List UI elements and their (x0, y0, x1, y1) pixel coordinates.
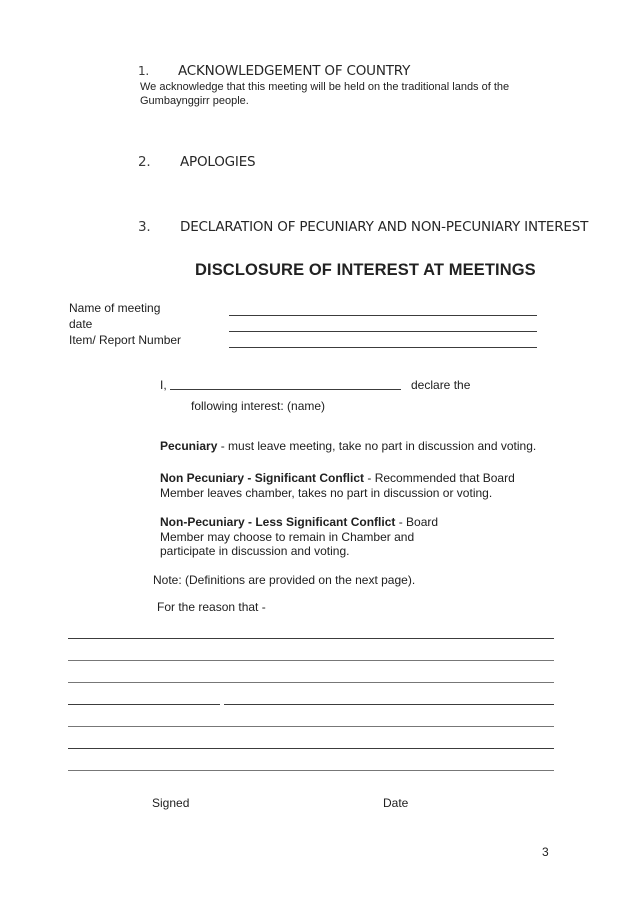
non-pecuniary-significant-line-2: Member leaves chamber, takes no part in discussion or voting. (160, 486, 493, 500)
item-report-line[interactable] (229, 347, 537, 348)
acknowledgement-line-1: We acknowledge that this meeting will be held on the traditional lands of the (140, 81, 510, 93)
non-pecuniary-less-option (160, 515, 438, 529)
pecuniary-label: Pecuniary (160, 439, 218, 453)
definitions-note: Note: (Definitions are provided on the next page). (153, 573, 416, 587)
non-pecuniary-less-text: - Board (395, 515, 439, 529)
declaration-suffix: declare the (411, 378, 471, 392)
section-2-number: 2. (138, 154, 151, 170)
item-report-label: Item/ Report Number (69, 333, 182, 347)
section-2-heading (138, 154, 255, 170)
section-3-title: DECLARATION OF PECUNIARY AND NON-PECUNIARY INTEREST (180, 219, 589, 235)
section-1-title: ACKNOWLEDGEMENT OF COUNTRY (178, 63, 411, 79)
non-pecuniary-less-label: Non-Pecuniary - Less Significant Conflict (160, 515, 396, 529)
reason-line-1[interactable] (68, 638, 554, 639)
form-title: DISCLOSURE OF INTEREST AT MEETINGS (195, 261, 536, 279)
non-pecuniary-significant-text: - Recommended that Board (364, 471, 515, 485)
section-3-heading (138, 219, 588, 235)
non-pecuniary-significant-option (160, 471, 515, 485)
section-3-number: 3. (138, 219, 151, 235)
signed-label: Signed (152, 796, 190, 810)
declaration-prefix: I, (160, 378, 167, 392)
meeting-name-line[interactable] (229, 315, 537, 316)
reason-line-2[interactable] (68, 660, 554, 661)
reason-line-5[interactable] (68, 726, 554, 727)
reason-line-4b[interactable] (224, 704, 554, 705)
reason-line-6[interactable] (68, 748, 554, 749)
section-1-number: 1. (138, 64, 150, 78)
non-pecuniary-less-line-3: participate in discussion and voting. (160, 544, 350, 558)
date-label: date (69, 317, 93, 331)
non-pecuniary-significant-label: Non Pecuniary - Significant Conflict (160, 471, 365, 485)
acknowledgement-line-2: Gumbaynggirr people. (140, 95, 249, 107)
date-line[interactable] (229, 331, 537, 332)
page-number: 3 (542, 845, 549, 859)
pecuniary-option (160, 439, 536, 453)
non-pecuniary-less-line-2: Member may choose to remain in Chamber and (160, 530, 415, 544)
reason-line-3[interactable] (68, 682, 554, 683)
pecuniary-text: - must leave meeting, take no part in discussion and voting. (217, 439, 537, 453)
meeting-name-label: Name of meeting (69, 301, 161, 315)
declarant-name-line[interactable] (170, 389, 401, 390)
reason-label: For the reason that - (157, 600, 266, 614)
reason-line-7[interactable] (68, 770, 554, 771)
section-1-heading (138, 63, 410, 79)
date-signed-label: Date (383, 796, 409, 810)
reason-line-4a[interactable] (68, 704, 220, 705)
declaration-line-2: following interest: (name) (191, 399, 326, 413)
section-2-title: APOLOGIES (180, 154, 256, 170)
